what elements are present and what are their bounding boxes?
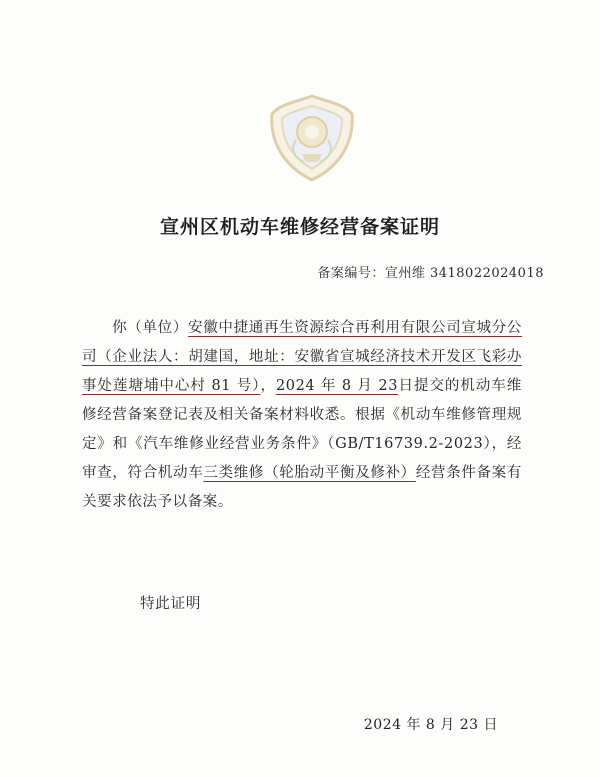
document-title: 宣州区机动车维修经营备案证明 xyxy=(159,216,440,238)
repair-category: 三类维修（轮胎动平衡及修补） xyxy=(203,465,416,481)
body-intro: 你（单位） xyxy=(112,320,189,336)
closing-text: 特此证明 xyxy=(140,596,202,612)
record-number: 备案编号：宣州维 3418022024018 xyxy=(317,266,544,281)
submission-date: 2024 年 8 月 23 xyxy=(275,378,399,394)
certificate-body xyxy=(82,314,522,517)
body-end: 经营条件备案有关要求依法予以备案。 xyxy=(82,465,523,510)
company-info: 安徽中捷通再生资源综合再利用有限公司宣城分公司（企业法人：胡建国，地址：安徽省宣城经济技术开发区飞彩办事处莲塘埔中心村 81 号） xyxy=(82,320,522,394)
police-emblem-icon xyxy=(268,92,356,184)
body-comma: ， xyxy=(260,378,276,394)
body-middle: 日提交的机动车维修经营备案登记表及相关备案材料收悉。根据《机动车维修管理规定》和《汽车维修业经营业务条件》（GB/T16739.2-2023），经审查，符合机动车 xyxy=(82,378,522,481)
issue-date: 2024 年 8 月 23 日 xyxy=(363,717,498,733)
